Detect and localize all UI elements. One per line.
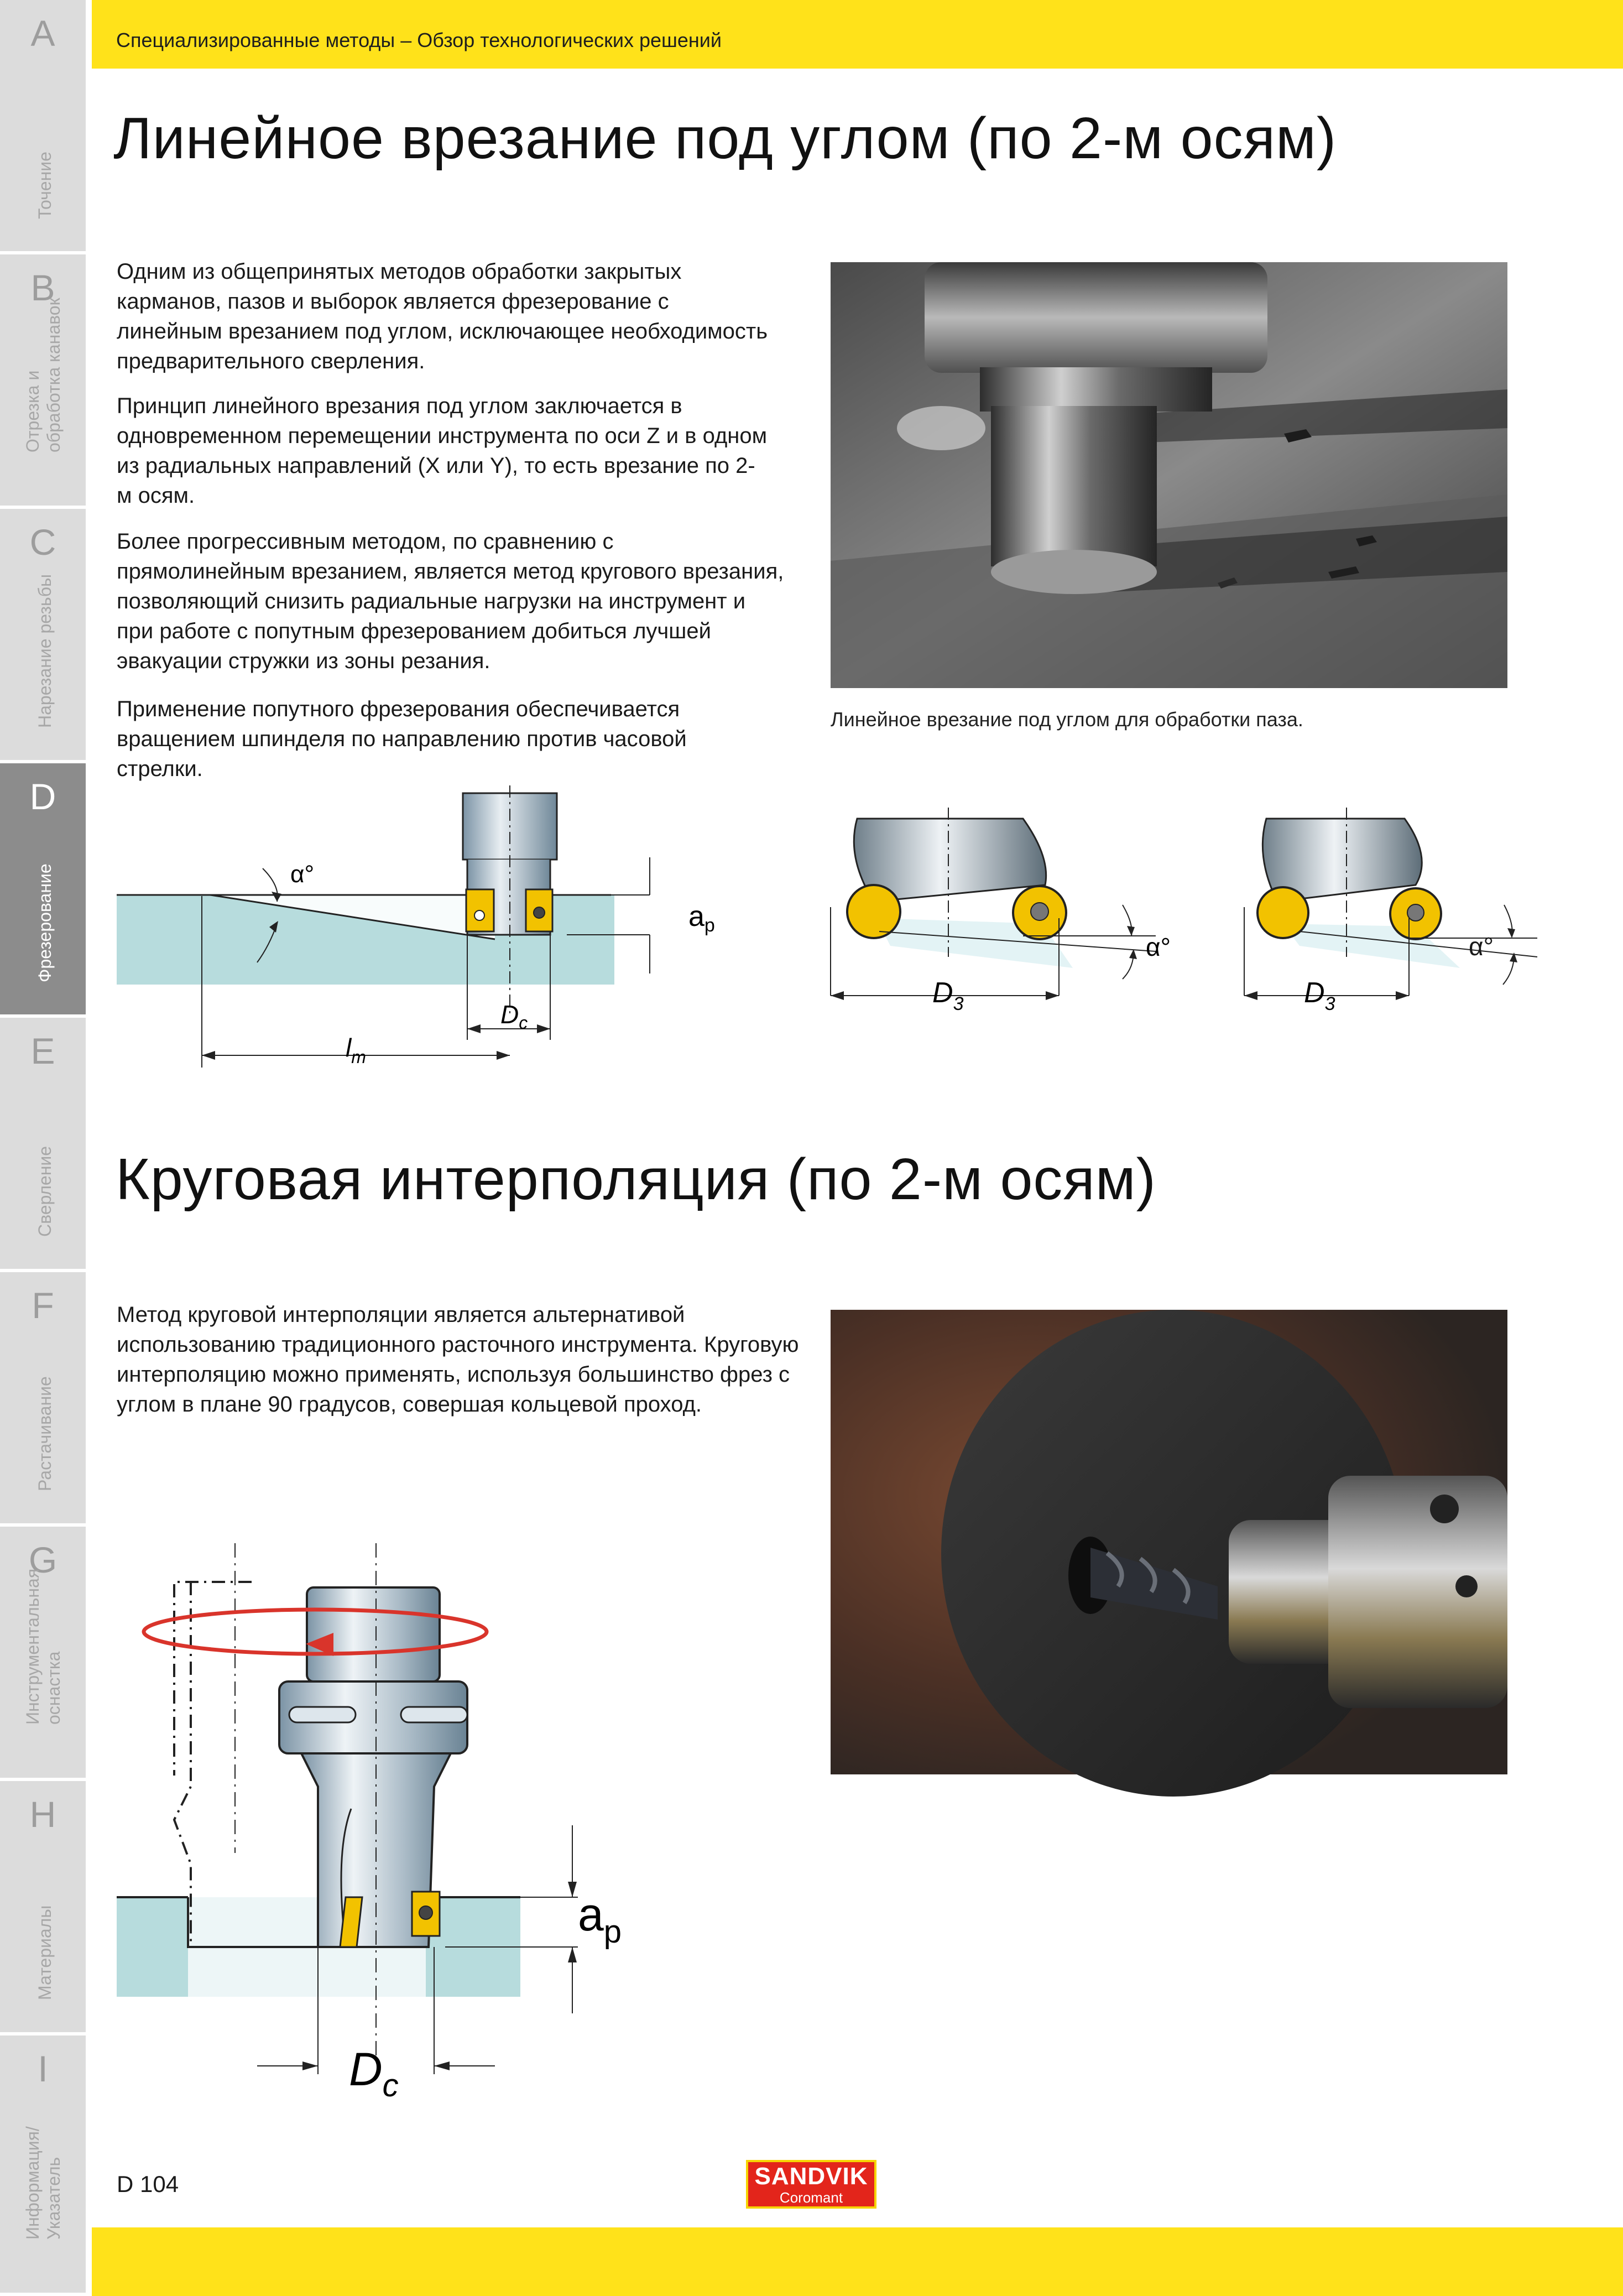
paragraph: Принцип линейного врезания под углом заключается в одновременном перемещении инструмента по оси Z и в одном из радиальных направлений (X или Y), то есть врезание по 2-м осям. — [117, 394, 768, 508]
tab-letter: H — [29, 1794, 56, 1835]
alpha-label-right: α° — [1469, 932, 1494, 961]
diagram-round-inserts — [824, 808, 1532, 1029]
dc-label: $D_c$ — [349, 2043, 399, 2104]
photo-caption: Линейное врезание под углом для обработки паза. — [831, 708, 1303, 731]
paragraph: Более прогрессивным методом, по сравнению с прямолинейным врезанием, является метод кругового врезания, позволяющий снизить радиальные нагрузки на инструмент и при работе с попутным фрезерованием добиться лучшей эвакуации стружки из зоны резания. — [117, 529, 784, 673]
tab-label: Материалы — [35, 1905, 55, 2000]
d3-label: $D_3$ — [932, 977, 964, 1014]
section-title-linear-ramping: Линейное врезание под углом (по 2-м осям) — [113, 106, 1337, 171]
tab-label: Фрезерование — [35, 863, 55, 982]
tab-letter: E — [30, 1030, 55, 1071]
tab-e[interactable] — [0, 1018, 86, 1272]
photo-circular-interpolation — [831, 1310, 1507, 1774]
tab-c[interactable] — [0, 509, 86, 763]
tab-letter: F — [32, 1285, 54, 1326]
interpolation-photo-illustration — [831, 1310, 1507, 1774]
tab-a[interactable] — [0, 0, 86, 254]
paragraph: Метод круговой интерполяции является альтернативой использованию традиционного расточного инструмента. Круговую интерполяцию можно применять, используя большинство фрез с углом в плане 90 градусов, совершая кольцевой проход. — [117, 1303, 799, 1417]
breadcrumb: Специализированные методы – Обзор технологических решений — [116, 29, 722, 51]
lm-label: $l_m$ — [346, 1033, 366, 1067]
tab-d[interactable] — [0, 763, 86, 1018]
tab-letter: A — [30, 13, 55, 54]
paragraph: Одним из общепринятых методов обработки закрытых карманов, пазов и выборок является фрезерование с линейным врезанием под углом, исключающее необходимость предварительного сверления. — [117, 259, 768, 373]
tab-label: Информация/ Указатель — [23, 2126, 64, 2240]
tab-label: Нарезание резьбы — [35, 574, 55, 728]
tab-i[interactable] — [0, 2035, 86, 2296]
sandvik-logo: SANDVIK Coromant — [746, 2160, 876, 2209]
tab-h[interactable] — [0, 1781, 86, 2035]
page-number: D 104 — [117, 2171, 179, 2197]
dc-label: $D_c$ — [500, 1000, 528, 1033]
chapter-sidebar — [0, 0, 86, 2296]
header-bar — [92, 0, 1623, 69]
ramping-photo-illustration — [831, 262, 1507, 688]
tab-f[interactable] — [0, 1272, 86, 1527]
diagram-circular-interpolation — [113, 1543, 666, 2118]
alpha-label: α° — [290, 861, 315, 888]
tab-label: Инструментальная оснастка — [23, 1568, 64, 1725]
tab-letter: G — [28, 1539, 58, 1580]
paragraph: Применение попутного фрезерования обеспечивается вращением шпинделя по направлению против часовой стрелки. — [117, 697, 687, 781]
tab-label: Растачивание — [35, 1376, 55, 1491]
diagram-linear-ramping — [113, 785, 715, 1079]
ap-label: ap — [688, 900, 715, 936]
tab-letter: D — [29, 776, 56, 817]
tab-letter: I — [38, 2048, 48, 2089]
section-title-circular-interpolation: Круговая интерполяция (по 2-м осям) — [116, 1147, 1156, 1212]
tab-label: Сверление — [35, 1146, 55, 1237]
footer-bar — [92, 2227, 1623, 2296]
tab-g[interactable] — [0, 1527, 86, 1781]
ap-label: $a_p$ — [578, 1888, 622, 1950]
tab-label: Отрезка и обработка канавок — [23, 298, 64, 452]
photo-linear-ramping — [831, 262, 1507, 688]
d3-label: $D_3$ — [1304, 977, 1335, 1014]
tab-letter: C — [29, 522, 56, 563]
tab-letter: B — [30, 267, 55, 308]
tab-label: Точение — [35, 152, 55, 219]
tab-b[interactable] — [0, 254, 86, 509]
alpha-label: α° — [1146, 933, 1171, 961]
